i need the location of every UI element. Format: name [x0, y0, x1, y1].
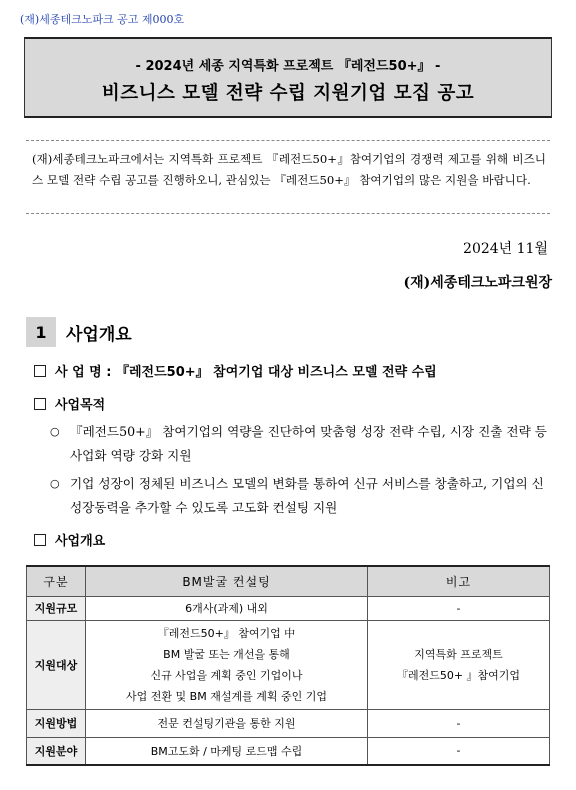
purpose-heading: [34, 394, 105, 413]
checkbox-square-icon: [34, 365, 46, 377]
content-line: 『레전드50+』 참여기업 中: [157, 626, 296, 640]
intro-paragraph: (재)세종테크노파크에서는 지역특화 프로젝트 『레전드50+』참여기업의 경쟁력 제고를 위해 비즈니스 모델 전략 수립 공고를 진행하오니, 관심있는 『레전드50+』 참여기업의 많은 지원을 바랍니다.: [26, 140, 550, 214]
purpose-item-text: 기업 성장이 정체된 비즈니스 모델의 변화를 통하여 신규 서비스를 창출하고, 기업의 신성장동력을 추가할 수 있도록 고도화 컨설팅 지원: [70, 476, 544, 515]
row-note: -: [368, 737, 550, 765]
table-row: [27, 620, 550, 709]
section-heading: [26, 317, 132, 347]
row-note: -: [368, 596, 550, 620]
table-header-cell: BM발굴 컨설팅: [86, 566, 368, 596]
checkbox-square-icon: [34, 398, 46, 410]
circle-bullet-icon: ○: [50, 477, 60, 490]
purpose-item-text: 『레전드50+』 참여기업의 역량을 진단하여 맞춤형 성장 전략 수립, 시장 진출 전략 등 사업화 역량 강화 지원: [70, 424, 547, 463]
page-title: 비즈니스 모델 전략 수립 지원기업 모집 공고: [101, 83, 475, 104]
organization-signature: (재)세종테크노파크원장: [403, 275, 552, 291]
row-label: 지원방법: [27, 709, 86, 737]
table-header-cell: 비고: [368, 566, 550, 596]
checkbox-square-icon: [34, 534, 46, 546]
row-content: 전문 컨설팅기관을 통한 지원: [86, 709, 368, 737]
note-line: 『레전드50+ 』참여기업: [396, 668, 521, 682]
project-name-text: 사 업 명 : 『레전드50+』 참여기업 대상 비즈니스 모델 전략 수립: [55, 365, 437, 380]
row-label: 지원대상: [27, 620, 86, 709]
content-line: 사업 전환 및 BM 재설계를 계획 중인 기업: [126, 689, 327, 703]
content-line: BM 발굴 또는 개선을 통해: [163, 647, 290, 661]
table-header-row: [27, 566, 550, 596]
row-label: 지원분야: [27, 737, 86, 765]
notice-number: (재)세종테크노파크 공고 제000호: [20, 13, 185, 26]
table-row: [27, 737, 550, 765]
row-content: [86, 620, 368, 709]
table-row: [27, 596, 550, 620]
row-content: BM고도화 / 마케팅 로드맵 수립: [86, 737, 368, 765]
purpose-heading-text: 사업목적: [55, 398, 106, 413]
title-box: [24, 37, 552, 118]
note-line: 지역특화 프로젝트: [414, 647, 503, 661]
overview-heading-text: 사업개요: [55, 534, 106, 549]
content-line: 신규 사업을 계획 중인 기업이나: [150, 668, 303, 682]
table-header-cell: 구분: [27, 566, 86, 596]
project-name-line: [34, 361, 437, 380]
title-subtitle: - 2024년 세종 지역특화 프로젝트 『레전드50+』 -: [135, 59, 441, 74]
row-content: 6개사(과제) 내외: [86, 596, 368, 620]
row-note: [368, 620, 550, 709]
table-row: [27, 709, 550, 737]
circle-bullet-icon: ○: [50, 425, 60, 438]
row-label: 지원규모: [27, 596, 86, 620]
overview-heading: [34, 530, 105, 549]
announcement-date: 2024년 11월: [463, 241, 548, 257]
section-title: 사업개요: [66, 324, 132, 345]
section-number: 1: [26, 317, 56, 347]
row-note: -: [368, 709, 550, 737]
overview-table: [26, 565, 550, 766]
